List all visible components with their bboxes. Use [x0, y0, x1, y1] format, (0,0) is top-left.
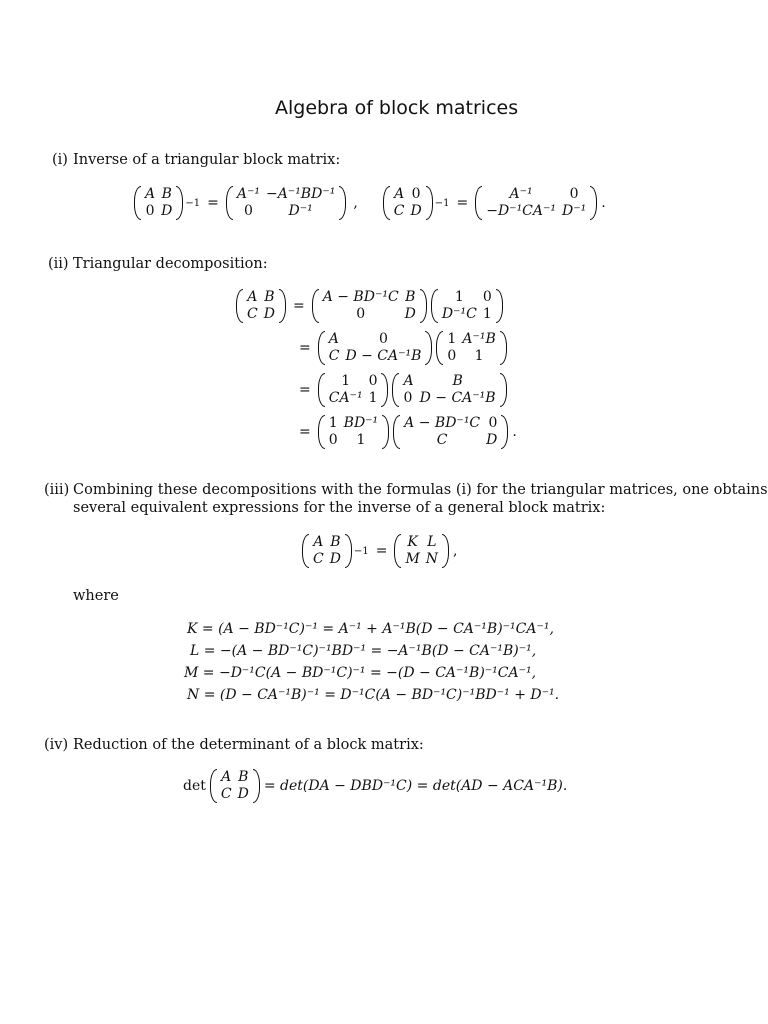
decomposition-line-2: = A 0 C D − CA⁻¹B 1 A⁻¹B 0 1: [296, 331, 507, 365]
decomposition-line-4: = 1 BD⁻¹ 0 1 A − BD⁻¹C 0 C D .: [299, 415, 517, 448]
matrix-cell: A⁻¹: [509, 186, 533, 202]
section-iv-heading: Reduction of the determinant of a block matrix:: [73, 737, 424, 753]
matrix-cell: D⁻¹: [288, 203, 313, 219]
section-iii-heading-line2: several equivalent expressions for the inverse of a general block matrix:: [73, 500, 606, 516]
section-ii-heading: Triangular decomposition:: [73, 256, 268, 272]
decomposition-line-1: A B C D = A − BD⁻¹C B 0 D 1 0 D⁻¹C 1: [236, 289, 503, 323]
matrix-i-right-rhs: [475, 186, 597, 220]
equation-iv: det A B C D = det(DA − DBD⁻¹C) = det(AD − ACA⁻¹B).: [183, 769, 568, 802]
where-label: where: [73, 588, 119, 604]
det-label: det: [183, 778, 206, 794]
matrix-cell: A⁻¹: [236, 186, 260, 202]
matrix-i-left-rhs: [226, 186, 346, 220]
section-iv-number: (iv): [44, 737, 69, 753]
equation-i: A B 0 D −1 = A⁻¹ −A⁻¹BD⁻¹ 0 D⁻¹ , A 0 C D −1 = A⁻¹ 0 −D⁻¹CA⁻¹ D⁻¹ .: [134, 186, 606, 220]
section-i-number: (i): [52, 152, 68, 168]
matrix-cell: 0: [243, 203, 253, 219]
det-rhs: = det(DA − DBD⁻¹C) = det(AD − ACA⁻¹B).: [263, 778, 568, 794]
matrix-cell: −A⁻¹BD⁻¹: [265, 186, 336, 202]
definition-l: L = −(A − BD⁻¹C)⁻¹BD⁻¹ = −A⁻¹B(D − CA⁻¹B)⁻¹,: [190, 643, 537, 659]
section-iii-heading-line1: Combining these decompositions with the formulas (i) for the triangular matrices, one obtains: [73, 482, 768, 498]
definition-m: M = −D⁻¹C(A − BD⁻¹C)⁻¹ = −(D − CA⁻¹B)⁻¹CA⁻¹,: [184, 665, 537, 681]
decomposition-line-3: = 1 0 CA⁻¹ 1 A B 0 D − CA⁻¹B: [296, 373, 507, 407]
page-title: Algebra of block matrices: [275, 97, 519, 119]
matrix-ab0d: A B 0 D: [134, 186, 183, 220]
equation-iii: A B C D −1 = K L M N ,: [302, 534, 457, 568]
matrix-cell: 0: [569, 186, 579, 202]
section-i-heading: Inverse of a triangular block matrix:: [73, 152, 341, 168]
definition-n: N = (D − CA⁻¹B)⁻¹ = D⁻¹C(A − BD⁻¹C)⁻¹BD⁻¹ + D⁻¹.: [187, 687, 560, 703]
matrix-cell: D⁻¹: [562, 203, 587, 219]
section-iii-number: (iii): [44, 482, 70, 498]
definition-k: K = (A − BD⁻¹C)⁻¹ = A⁻¹ + A⁻¹B(D − CA⁻¹B)⁻¹CA⁻¹,: [187, 621, 554, 637]
matrix-a0cd: A 0 C D: [383, 186, 433, 220]
section-ii-number: (ii): [48, 256, 69, 272]
matrix-cell: −D⁻¹CA⁻¹: [486, 203, 556, 219]
